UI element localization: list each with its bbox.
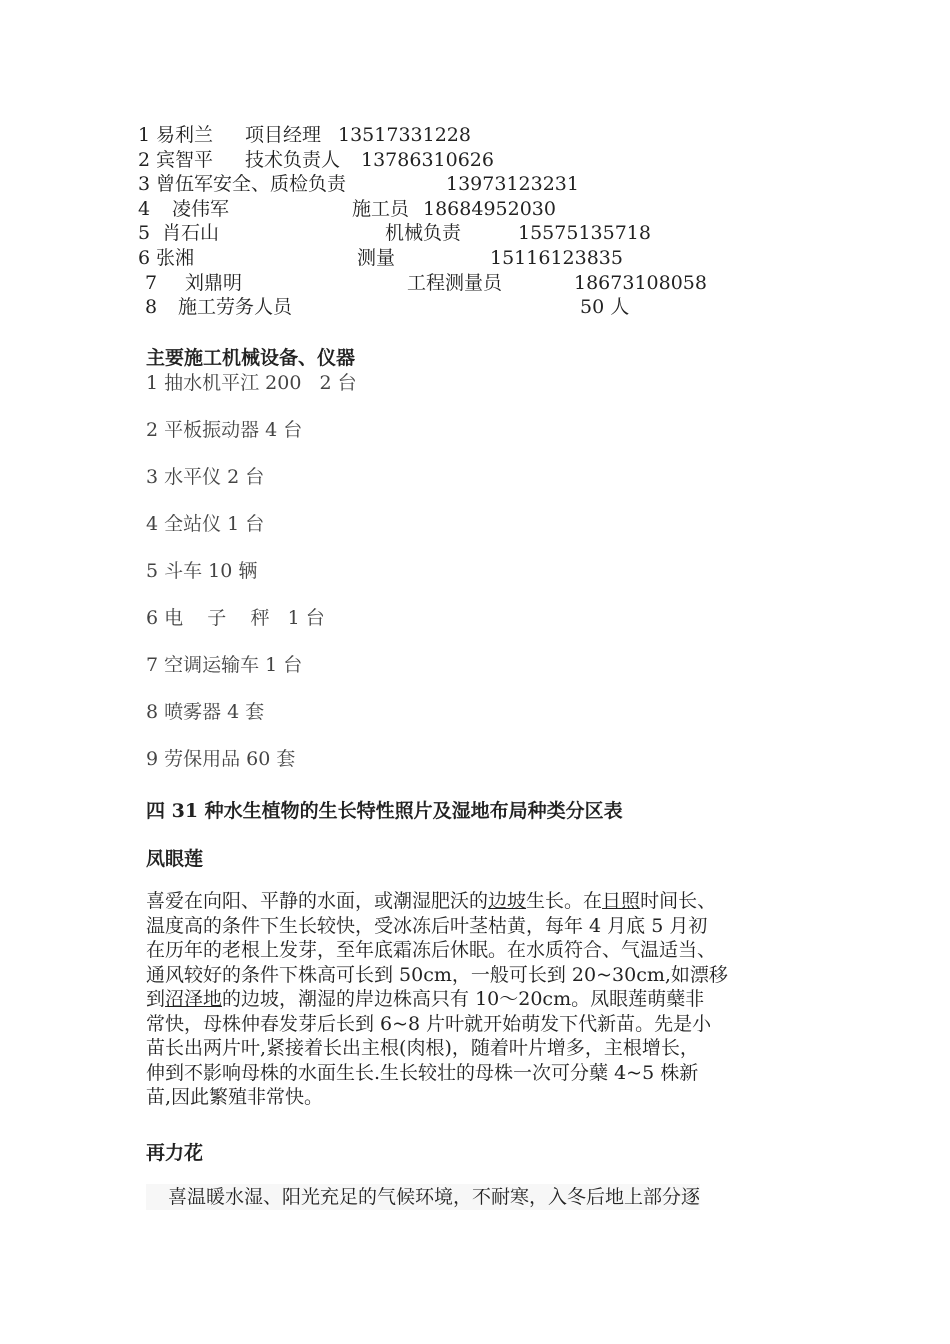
equipment-item: 2 平板振动器 4 台	[146, 419, 303, 441]
text-run: 喜爱在向阳、平静的水面，或潮湿肥沃的	[146, 890, 489, 912]
staff-role: 技术负责人	[245, 148, 341, 171]
staff-phone: 18673108058	[574, 271, 707, 294]
equipment-section	[146, 345, 357, 794]
hyperlink-term[interactable]: 边坡	[488, 890, 527, 912]
plant-heading: 凤眼莲	[146, 848, 204, 870]
paragraph-line: 常快，母株仲春发芽后长到 6~8 片叶就开始萌发下代新苗。先是小	[146, 1012, 712, 1035]
equipment-item: 5 斗车 10 辆	[146, 560, 258, 582]
equipment-item: 3 水平仪 2 台	[146, 466, 265, 488]
staff-no: 2	[138, 148, 151, 171]
paragraph-line: 伸到不影响母株的水面生长.生长较壮的母株一次可分蘖 4~5 株新	[146, 1061, 699, 1084]
paragraph-line: 在历年的老根上发芽，至年底霜冻后休眠。在水质符合、气温适当、	[146, 939, 717, 961]
staff-name: 张湘	[156, 246, 195, 269]
staff-phone: 15116123835	[490, 246, 623, 269]
equipment-item: 7 空调运输车 1 台	[146, 654, 303, 676]
equipment-item: 9 劳保用品 60 套	[146, 748, 296, 770]
staff-phone: 13786310626	[361, 148, 494, 171]
text-run: 到	[146, 988, 166, 1010]
staff-no: 4	[138, 197, 151, 220]
paragraph-line: 苗长出两片叶,紧接着长出主根(肉根)，随着叶片增多，主根增长，	[146, 1037, 699, 1059]
text-run: 的边坡，潮湿的岸边株高只有 10～20cm。凤眼莲萌蘖非	[222, 988, 705, 1010]
staff-name: 易利兰	[156, 124, 214, 146]
paragraph-line	[146, 987, 812, 1012]
plant-heading: 再力花	[146, 1142, 204, 1164]
equipment-item: 1 抽水机平江 200 2 台	[146, 372, 357, 394]
staff-role: 施工员	[352, 197, 410, 220]
staff-no: 8	[145, 296, 158, 319]
staff-no: 3	[138, 173, 151, 196]
staff-no: 6	[138, 246, 151, 269]
equipment-item: 8 喷雾器 4 套	[146, 701, 265, 723]
staff-phone: 15575135718	[518, 222, 651, 245]
staff-no: 1	[138, 124, 151, 146]
staff-name: 施工劳务人员	[178, 296, 293, 319]
plant-description: 喜温暖水湿、阳光充足的气候环境，不耐寒，入冬后地上部分逐	[146, 1184, 700, 1210]
staff-role: 项目经理	[245, 124, 322, 146]
staff-name: 曾伍军	[156, 173, 214, 196]
staff-no: 7	[145, 271, 158, 294]
staff-phone: 13517331228	[338, 124, 471, 146]
staff-role: 机械负责	[385, 222, 462, 245]
staff-name: 宾智平	[156, 148, 214, 171]
staff-phone: 18684952030	[423, 197, 556, 220]
section-heading: 四 31 种水生植物的生长特性照片及湿地布局种类分区表	[146, 800, 623, 822]
staff-name: 凌伟军	[172, 197, 230, 220]
equipment-item: 4 全站仪 1 台	[146, 513, 265, 535]
equipment-title: 主要施工机械设备、仪器	[146, 347, 356, 369]
hyperlink-term[interactable]: 日照	[602, 890, 641, 912]
plant-description	[146, 889, 812, 1110]
staff-name: 刘鼎明	[185, 271, 243, 294]
staff-phone: 13973123231	[446, 173, 579, 196]
hyperlink-term[interactable]: 沼泽地	[165, 988, 223, 1010]
paragraph-line: 温度高的条件下生长较快，受冰冻后叶茎枯黄，每年 4 月底 5 月初	[146, 914, 708, 937]
staff-role: 工程测量员	[407, 271, 503, 294]
paragraph-line: 通风较好的条件下株高可长到 50cm，一般可长到 20~30cm,如漂移	[146, 963, 728, 986]
paragraph-line: 苗,因此繁殖非常快。	[146, 1086, 324, 1108]
staff-role: 安全、质检负责	[213, 173, 347, 196]
staff-no: 5	[138, 222, 151, 245]
equipment-item: 6 电 子 秤 1 台	[146, 607, 325, 629]
staff-name: 肖石山	[162, 222, 220, 245]
staff-count: 50 人	[580, 296, 630, 319]
staff-role: 测量	[357, 246, 396, 269]
text-run: 时间长、	[640, 890, 717, 912]
paragraph-line	[146, 889, 812, 914]
text-run: 生长。在	[526, 890, 603, 912]
